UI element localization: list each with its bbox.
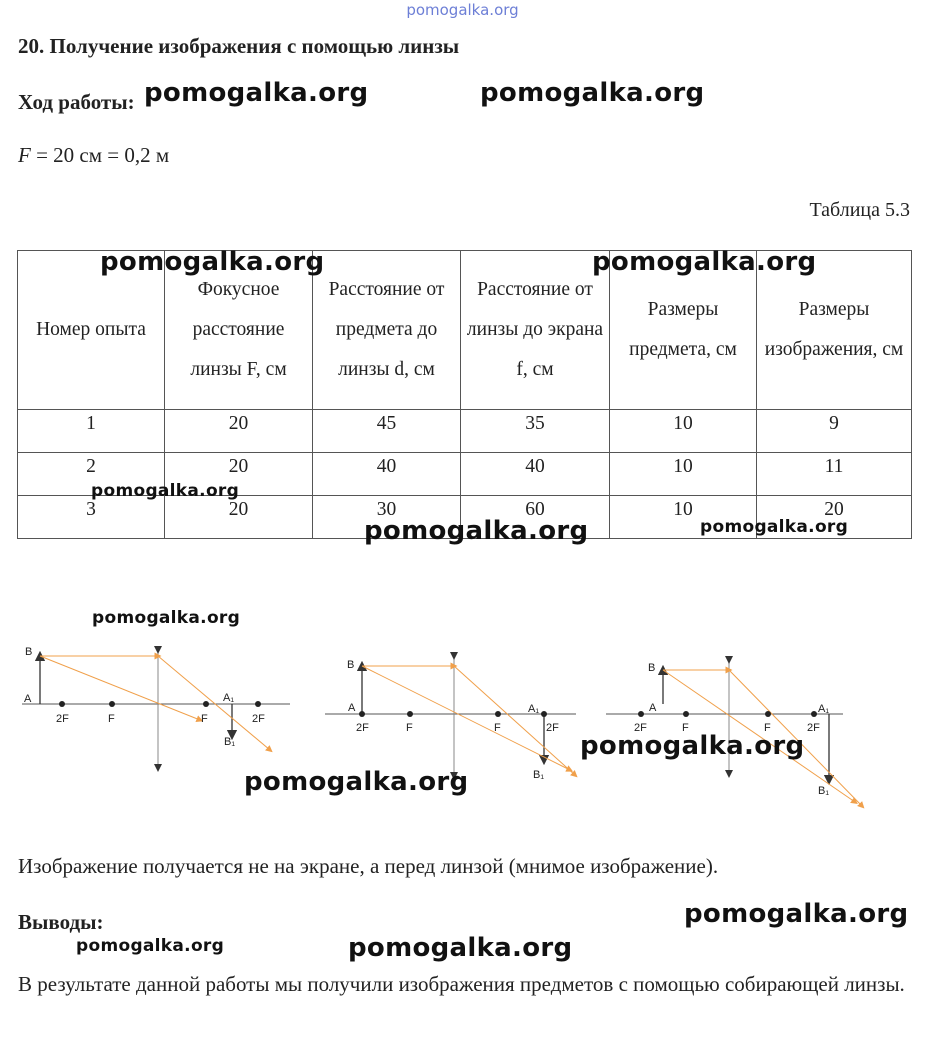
table-cell: 2 [18, 453, 165, 496]
table-cell: 10 [610, 496, 757, 539]
watermark: pomogalka.org [364, 516, 589, 546]
table-cell: 20 [165, 410, 313, 453]
label-F-right: F [764, 722, 771, 734]
table-cell: 60 [461, 496, 610, 539]
header-object-distance: Расстояние от предмета до линзы d, см [313, 251, 461, 410]
formula-variable: F [18, 143, 31, 167]
table-row [18, 410, 912, 453]
label-2F-right: 2F [807, 722, 820, 734]
table-cell: 3 [18, 496, 165, 539]
table-cell: 30 [313, 496, 461, 539]
watermark: pomogalka.org [91, 481, 240, 501]
header-screen-distance: Расстояние от линзы до экрана f, см [461, 251, 610, 410]
label-2F-left: 2F [56, 713, 69, 725]
label-A1: A₁ [818, 703, 830, 715]
label-B1: B₁ [224, 736, 236, 748]
conclusions-heading: Выводы: [18, 910, 104, 934]
label-A1: A₁ [528, 703, 540, 715]
table-cell: 40 [461, 453, 610, 496]
watermark: pomogalka.org [580, 731, 805, 761]
label-F-left: F [682, 722, 689, 734]
table-cell: 40 [313, 453, 461, 496]
site-header-link[interactable]: pomogalka.org [406, 1, 519, 19]
label-F-left: F [108, 713, 115, 725]
label-B: B [347, 659, 355, 671]
label-A: A [649, 702, 657, 714]
header-object-size: Размеры предмета, см [610, 251, 757, 410]
watermark: pomogalka.org [700, 517, 849, 537]
ray-diagram-2 [325, 656, 576, 781]
watermark: pomogalka.org [684, 899, 909, 929]
table-cell: 20 [165, 453, 313, 496]
label-2F-right: 2F [252, 713, 265, 725]
watermark: pomogalka.org [244, 767, 469, 797]
table-cell: 11 [757, 453, 912, 496]
table-cell: 35 [461, 410, 610, 453]
conclusion-text: В результате данной работы мы получили изображения предметов с помощью собирающей линзы. [18, 972, 905, 996]
table-caption: Таблица 5.3 [809, 199, 910, 221]
table-cell: 10 [610, 453, 757, 496]
label-2F-right: 2F [546, 722, 559, 734]
work-heading: Ход работы: [18, 90, 135, 114]
table-cell: 10 [610, 410, 757, 453]
watermark: pomogalka.org [348, 933, 573, 963]
label-B1: B₁ [533, 769, 545, 781]
watermark: pomogalka.org [92, 608, 241, 628]
label-B: B [648, 662, 656, 674]
label-B1: B₁ [818, 785, 830, 797]
table-cell: 45 [313, 410, 461, 453]
table-cell: 9 [757, 410, 912, 453]
header-focal-length: Фокусное расстояние линзы F, см [165, 251, 313, 410]
watermark: pomogalka.org [592, 247, 817, 277]
table-cell: 20 [757, 496, 912, 539]
ray-diagram-1 [22, 646, 290, 768]
label-2F-left: 2F [356, 722, 369, 734]
watermark: pomogalka.org [144, 78, 369, 108]
watermark: pomogalka.org [76, 936, 225, 956]
focal-length-formula [18, 143, 169, 168]
label-B: B [25, 646, 33, 658]
label-A: A [348, 702, 356, 714]
formula-value: = 20 см = 0,2 м [30, 143, 170, 167]
section-title: 20. Получение изображения с помощью линзы [18, 34, 460, 58]
table-cell: 1 [18, 410, 165, 453]
table-cell: 20 [165, 496, 313, 539]
label-A1: A₁ [223, 692, 235, 704]
header-image-size: Размеры изображения, см [757, 251, 912, 410]
header-experiment-number: Номер опыта [18, 251, 165, 410]
label-F-right: F [201, 713, 208, 725]
observation-text: Изображение получается не на экране, а перед линзой (мнимое изображение). [18, 854, 719, 878]
watermark: pomogalka.org [480, 78, 705, 108]
label-F-right: F [494, 722, 501, 734]
label-2F-left: 2F [634, 722, 647, 734]
watermark: pomogalka.org [100, 247, 325, 277]
label-F-left: F [406, 722, 413, 734]
label-A: A [24, 693, 32, 705]
